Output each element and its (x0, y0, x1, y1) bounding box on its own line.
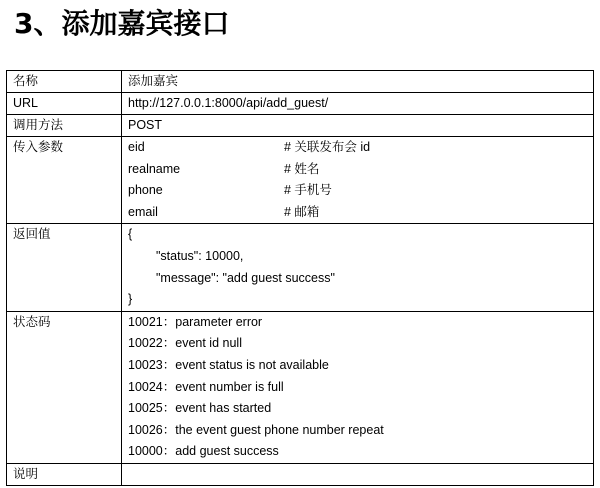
api-name-value: 添加嘉宾 (122, 71, 594, 93)
status-code-line: 10022：event id null (128, 336, 242, 351)
return-line: "message": "add guest success" (156, 270, 335, 285)
status-codes-cell (122, 311, 594, 463)
param-name: email (128, 204, 158, 219)
status-code-line: 10024：event number is full (128, 379, 284, 394)
label-cell: URL (7, 93, 122, 115)
param-row (128, 202, 587, 224)
return-cell (122, 224, 594, 311)
url-value: http://127.0.0.1:8000/api/add_guest/ (122, 93, 594, 115)
table-row (7, 463, 594, 485)
method-value: POST (122, 115, 594, 137)
label-cell: 名称 (7, 71, 122, 93)
param-row (128, 180, 587, 202)
param-comment: # 姓名 (284, 161, 320, 176)
page-title: 3、添加嘉宾接口 (14, 7, 230, 40)
return-line: "status": 10000, (156, 248, 244, 263)
param-comment: # 关联发布会 id (284, 140, 371, 154)
label-cell: 说明 (7, 463, 122, 485)
return-line: { (128, 227, 133, 242)
param-name: realname (128, 161, 181, 176)
return-line: } (128, 292, 133, 307)
param-row (128, 137, 587, 159)
table-row (7, 137, 594, 224)
table-row (7, 115, 594, 137)
table-row (7, 311, 594, 463)
status-code-line: 10021：parameter error (128, 314, 263, 329)
label-cell: 传入参数 (7, 137, 122, 224)
label-cell: 调用方法 (7, 115, 122, 137)
table-row (7, 93, 594, 115)
table-row (7, 71, 594, 93)
label-cell: 返回值 (7, 224, 122, 311)
notes-value (122, 463, 594, 485)
table-row (7, 224, 594, 311)
params-cell (122, 137, 594, 224)
status-code-line: 10000：add guest success (128, 444, 279, 459)
param-name: phone (128, 183, 163, 198)
param-row (128, 159, 587, 181)
api-spec-table (6, 70, 594, 486)
status-code-line: 10026：the event guest phone number repeat (128, 422, 384, 437)
param-name: eid (128, 140, 145, 154)
param-comment: # 手机号 (284, 183, 332, 198)
status-code-line: 10025：event has started (128, 401, 272, 416)
param-comment: # 邮箱 (284, 204, 320, 219)
status-code-line: 10023：event status is not available (128, 357, 329, 372)
label-cell: 状态码 (7, 311, 122, 463)
